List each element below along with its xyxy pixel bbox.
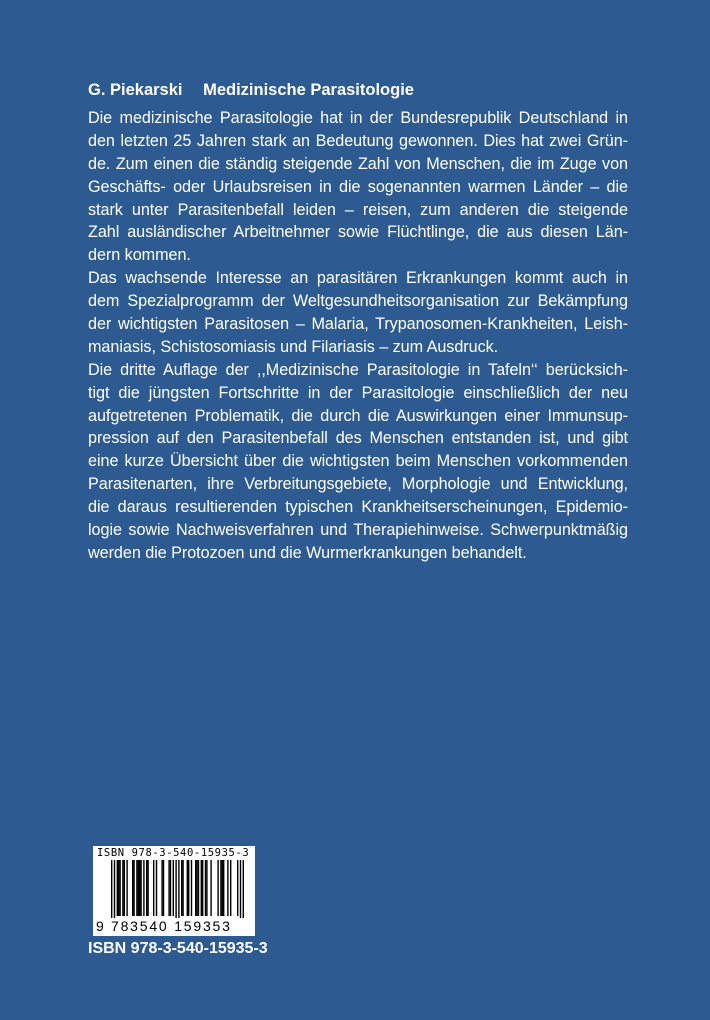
barcode-digit-first: 9	[96, 918, 104, 934]
barcode-bar	[138, 860, 139, 916]
barcode-bar	[122, 860, 123, 916]
barcode-bar	[198, 860, 199, 916]
barcode-bar	[196, 860, 197, 916]
barcode-bar	[201, 860, 202, 916]
description-line: der wichtigsten Parasitosen – Malaria, Trypanosomen-Krankheiten, Leish-	[88, 315, 628, 334]
description-line: eine kurze Übersicht über die wichtigsten beim Menschen vorkommenden	[88, 452, 628, 471]
description-line: de. Zum einen die ständig steigende Zahl von Menschen, die im Zuge von	[88, 154, 628, 173]
barcode-bar	[147, 860, 148, 916]
barcode-bar	[161, 860, 162, 916]
barcode-bar	[118, 860, 119, 916]
barcode-bar	[240, 860, 241, 918]
description-line: Geschäfts- oder Urlaubsreisen in die sogenannten warmen Länder – die	[88, 177, 628, 196]
description-line: Die dritte Auflage der ,,Medizinische Parasitologie in Tafeln‘‘ berücksich-	[88, 360, 628, 379]
description-line: maniasis, Schistosomiasis und Filariasis – zum Ausdruck.	[88, 337, 499, 356]
barcode-bars	[93, 860, 255, 918]
barcode-bar	[136, 860, 137, 916]
barcode-bar	[243, 860, 244, 918]
barcode-bar	[119, 860, 120, 916]
description-line: den letzten 25 Jahren stark an Bedeutung gewonnen. Dies hat zwei Grün-	[88, 131, 628, 150]
barcode-bar	[230, 860, 231, 916]
barcode-bar	[217, 860, 218, 916]
barcode-bar	[140, 860, 141, 916]
description-line: Zahl ausländischer Arbeitnehmer sowie Flüchtlinge, die aus diesen Län-	[88, 223, 628, 242]
description-line: logie sowie Nachweisverfahren und Therapiehinweise. Schwerpunktmäßig	[88, 521, 628, 540]
description-line: dem Spezialprogramm der Weltgesundheitsorganisation zur Bekämpfung	[88, 292, 628, 311]
barcode-bar	[117, 860, 118, 916]
barcode-bar	[182, 860, 183, 916]
barcode-bar	[153, 860, 154, 916]
description-text	[88, 107, 628, 565]
description-line: Parasitenarten, ihre Verbreitungsgebiete, Morphologie und Entwicklung,	[88, 475, 628, 494]
barcode-bar	[124, 860, 125, 916]
barcode-bar	[223, 860, 224, 916]
description-line: aufgetretenen Problematik, die durch die Auswirkungen einer Immunsup-	[88, 406, 628, 425]
barcode-bar	[237, 860, 238, 916]
description-line: Das wachsende Interesse an parasitären Erkrankungen kommt auch in	[88, 269, 628, 288]
barcode-bar	[205, 860, 206, 916]
description-line: stark unter Parasitenbefall leiden – reisen, zum anderen die steigende	[88, 200, 628, 219]
barcode-bar	[173, 860, 174, 916]
description-line: tigt die jüngsten Fortschritte in der Parasitologie einschließlich der neu	[88, 383, 628, 402]
barcode-bar	[146, 860, 147, 916]
barcode-bar	[188, 860, 189, 916]
isbn-number: ISBN 978-3-540-15935-3	[88, 940, 268, 957]
barcode-bar	[139, 860, 140, 916]
barcode-bar	[168, 860, 169, 916]
barcode-digits-rest: 783540 159353	[111, 918, 232, 934]
barcode-bar	[133, 860, 134, 916]
barcode-bar	[170, 860, 171, 916]
barcode-isbn-label: ISBN 978-3-540-15935-3	[97, 847, 250, 859]
barcode-bar	[202, 860, 203, 916]
barcode-bar	[132, 860, 133, 916]
barcode-bar	[178, 860, 179, 918]
barcode-bar	[175, 860, 176, 918]
description-line: die daraus resultierenden typischen Krankheitserscheinungen, Epidemio-	[88, 498, 628, 517]
description-line: werden die Protozoen und die Wurmerkrankungen behandelt.	[88, 543, 527, 562]
barcode-bar	[181, 860, 182, 916]
barcode-bar	[187, 860, 188, 916]
author-name: G. Piekarski	[88, 81, 183, 99]
book-title: Medizinische Parasitologie	[203, 81, 414, 99]
barcode-bar	[156, 860, 157, 916]
barcode-bar	[126, 860, 127, 916]
description-line: pression auf den Parasitenbefall des Menschen entstanden ist, und gibt	[88, 429, 628, 448]
barcode-bar	[206, 860, 207, 916]
description-line: Die medizinische Parasitologie hat in der Bundesrepublik Deutschland in	[88, 109, 628, 127]
description-line: dern kommen.	[88, 246, 191, 265]
barcode-bar	[163, 860, 164, 916]
barcode-bar	[143, 860, 144, 916]
barcode-bar	[220, 860, 221, 916]
barcode-bar	[111, 860, 112, 918]
barcode-bar	[210, 860, 211, 916]
barcode-bar	[227, 860, 228, 916]
barcode-bar	[195, 860, 196, 916]
barcode-bar	[114, 860, 115, 918]
barcode-bar	[191, 860, 192, 916]
barcode	[93, 846, 255, 936]
barcode-bar	[222, 860, 223, 916]
cover-heading	[88, 81, 414, 100]
